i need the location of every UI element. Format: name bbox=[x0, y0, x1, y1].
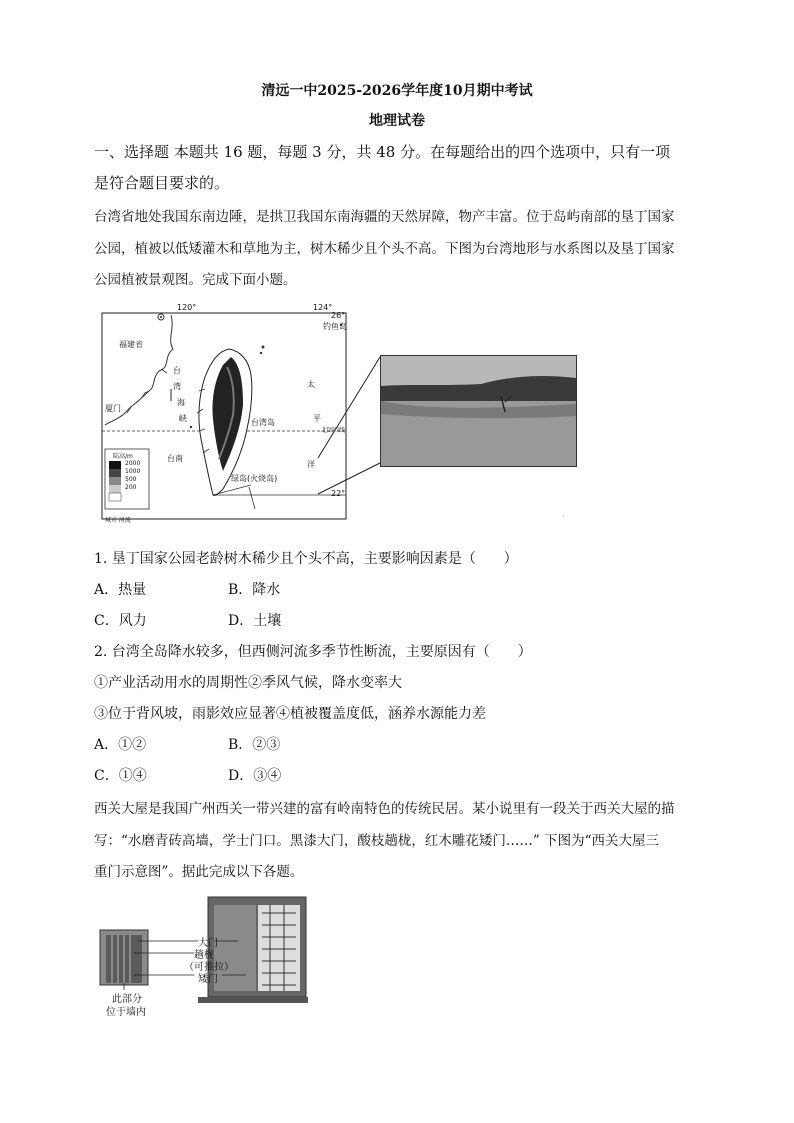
q1-option-d: D．土壤 bbox=[228, 613, 282, 629]
legend-1000: 1000 bbox=[125, 468, 141, 475]
strait-char-3: 海 bbox=[177, 398, 185, 407]
passage2-line1: 西关大屋是我国广州西关一带兴建的富有岭南特色的传统民居。某小说里有一段关于西关大屋的描 bbox=[94, 801, 675, 817]
q1-option-a: A．热量 bbox=[94, 582, 147, 598]
section-instruction-line1: 一、选择题 本题共 16 题，每题 3 分，共 48 分。在每题给出的四个选项中，只有一项 bbox=[94, 143, 671, 161]
q2-statement-2: ③位于背风坡，雨影效应显著④植被覆盖度低，涵养水源能力差 bbox=[94, 706, 486, 722]
taiwan-island-label: 台湾岛 bbox=[251, 418, 275, 427]
q1-option-b: B．降水 bbox=[228, 582, 281, 598]
legend-500: 500 bbox=[125, 476, 137, 483]
pacific-char-2: 平 bbox=[313, 414, 321, 423]
xiguan-doors-figure bbox=[98, 895, 308, 1020]
exam-title: 清远一中2025-2026学年度10月期中考试 bbox=[261, 83, 533, 99]
pacific-char-3: 洋 bbox=[307, 460, 315, 469]
strait-char-1: 台 bbox=[173, 366, 181, 375]
q2-statement-1: ①产业活动用水的周期性②季风气候，降水变率大 bbox=[94, 675, 402, 691]
door-label-tanglong: 趟栊 bbox=[194, 950, 214, 961]
q2-stem: 2. 台湾全岛降水较多，但西侧河流多季节性断流，主要原因有（ ） bbox=[94, 644, 532, 660]
exam-subtitle: 地理试卷 bbox=[369, 113, 425, 129]
lat-22-label: 22° bbox=[331, 489, 346, 498]
lon-120-label: 120° bbox=[177, 303, 197, 312]
passage1-line1: 台湾省地处我国东南边陲，是拱卫我国东南海疆的天然屏障，物产丰富。位于岛屿南部的垦丁国家 bbox=[94, 209, 675, 225]
q1-option-c: C．风力 bbox=[94, 613, 147, 629]
lanyu-label: 绿岛(火烧岛) bbox=[231, 474, 278, 483]
diaoyu-label: 钓鱼岛 bbox=[323, 322, 347, 331]
door-label-main: 大门 bbox=[198, 938, 218, 949]
strait-char-2: 湾 bbox=[173, 382, 181, 391]
passage2-line2: 写：“水磨青砖高墙，学士门口。黑漆大门，酸枝趟栊，红木雕花矮门……” 下图为“西关大屋三 bbox=[94, 833, 659, 849]
q2-option-b: B．②③ bbox=[228, 737, 281, 753]
q2-option-a: A．①② bbox=[94, 737, 147, 753]
legend-footer: 城市 河流 bbox=[105, 517, 131, 524]
legend-title: 陆高/m bbox=[113, 453, 133, 460]
kenting-vegetation-photo bbox=[380, 355, 577, 467]
strait-char-4: 峡 bbox=[179, 414, 187, 423]
door-note-line2: 位于墙内 bbox=[106, 1007, 146, 1018]
passage2-line3: 重门示意图”。据此完成以下各题。 bbox=[94, 864, 304, 880]
q2-option-c: C．①④ bbox=[94, 768, 147, 784]
section-instruction-line2: 是符合题目要求的。 bbox=[94, 174, 230, 192]
stray-mark: · bbox=[562, 512, 565, 521]
q1-stem: 1. 垦丁国家公园老龄树木稀少且个头不高，主要影响因素是（ ） bbox=[94, 551, 518, 567]
lon-124-label: 124° bbox=[313, 303, 333, 312]
fujian-label: 福建省 bbox=[119, 340, 143, 349]
tainan-label: 台南 bbox=[167, 454, 183, 463]
passage1-line3: 公园植被景观图。完成下面小题。 bbox=[94, 272, 297, 288]
door-note-line1: 此部分 bbox=[112, 994, 142, 1005]
tropic-label: 北回归线 bbox=[321, 427, 346, 434]
q2-option-d: D．③④ bbox=[228, 768, 282, 784]
legend-200: 200 bbox=[125, 484, 137, 491]
pacific-char-1: 太 bbox=[307, 380, 315, 389]
passage1-line2: 公园，植被以低矮灌木和草地为主，树木稀少且个头不高。下图为台湾地形与水系图以及垦丁国家 bbox=[94, 241, 675, 257]
legend-2000: 2000 bbox=[125, 460, 141, 467]
xiamen-label: 厦门 bbox=[105, 404, 121, 413]
door-label-sliding: （可推拉） bbox=[184, 962, 234, 973]
lat-26-label: 26° bbox=[331, 311, 346, 320]
photo-svg bbox=[381, 356, 576, 466]
door-label-aimen: 矮门 bbox=[198, 974, 218, 985]
